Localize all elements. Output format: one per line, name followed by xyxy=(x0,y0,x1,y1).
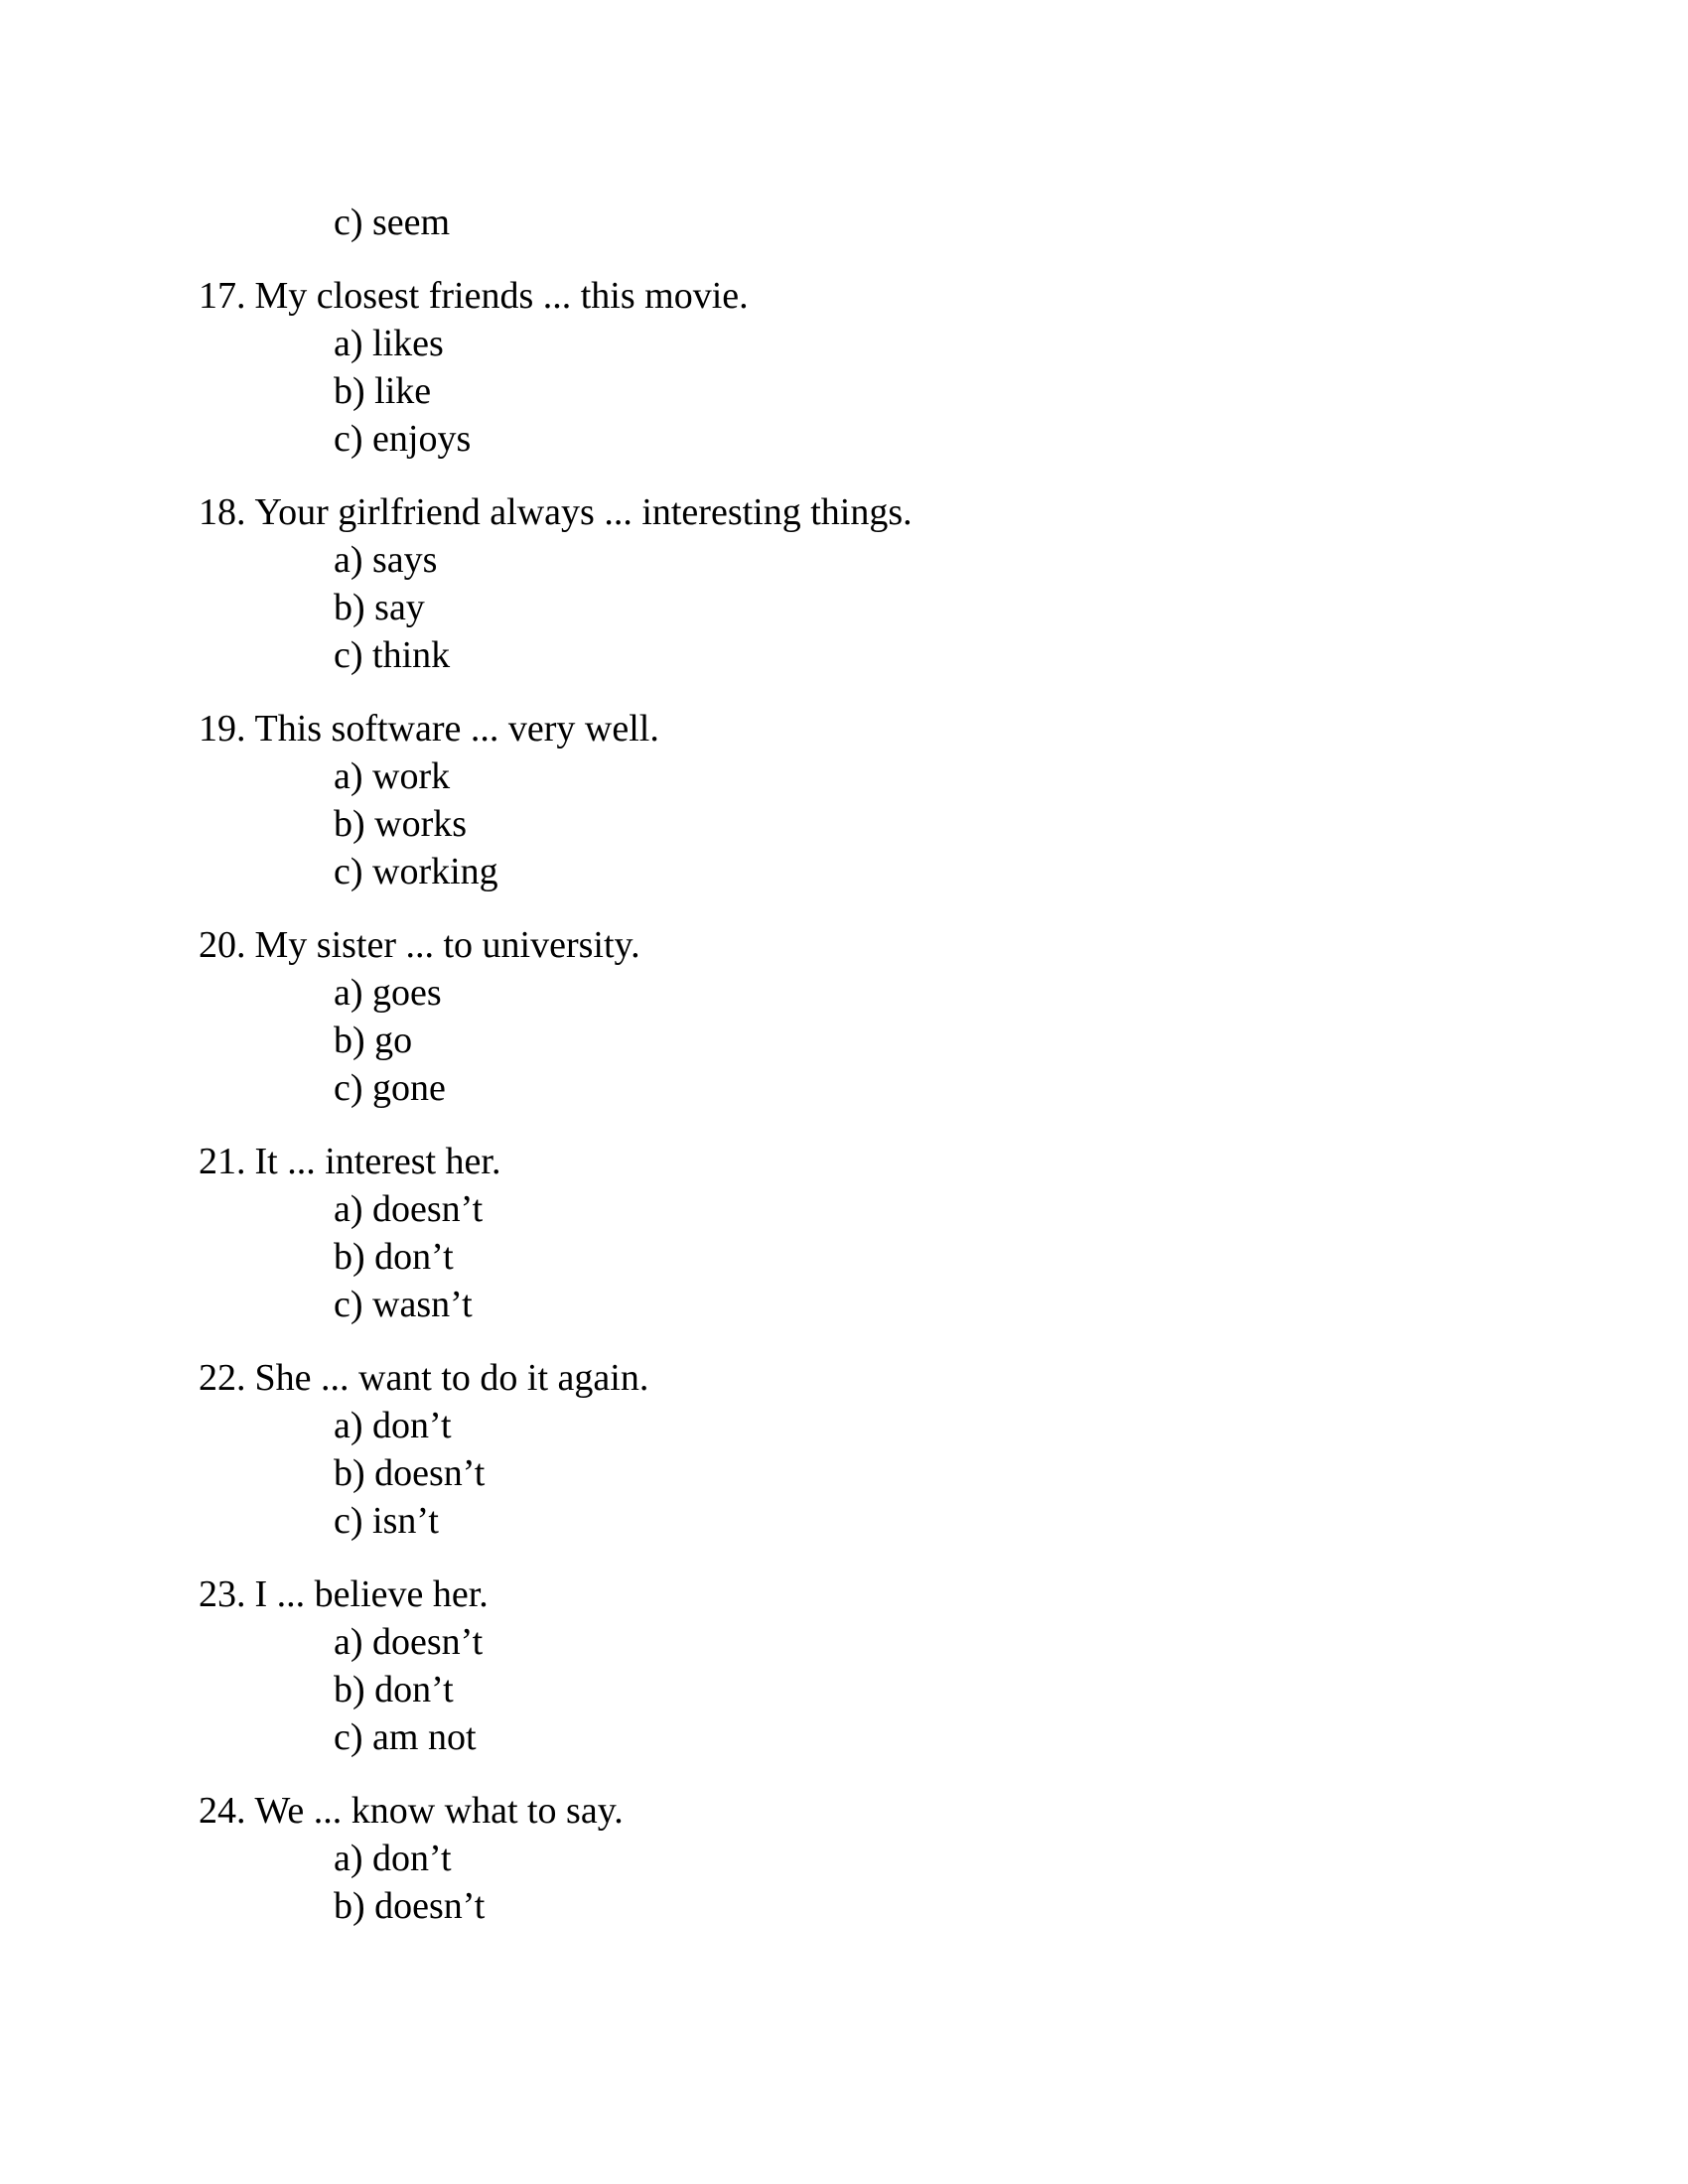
option-a: a) doesn’t xyxy=(334,1188,484,1230)
option-b: b) don’t xyxy=(334,1669,454,1710)
option-a: a) likes xyxy=(334,323,444,364)
option-a: a) goes xyxy=(334,972,442,1014)
question-text: My sister ... to university. xyxy=(254,924,640,966)
question-stem xyxy=(199,1570,1489,1618)
question-text: Your girlfriend always ... interesting things. xyxy=(254,491,913,533)
question-number: 19. xyxy=(199,708,246,750)
question-24 xyxy=(199,1787,1489,1930)
option-b: b) doesn’t xyxy=(334,1452,486,1494)
option-b: b) works xyxy=(334,803,468,845)
option-b: b) say xyxy=(334,587,425,628)
question-18 xyxy=(199,488,1489,679)
option-list xyxy=(199,1618,1489,1761)
question-21 xyxy=(199,1138,1489,1328)
option-list xyxy=(199,1185,1489,1328)
question-number: 24. xyxy=(199,1790,246,1832)
option-c: c) working xyxy=(334,851,498,892)
option-list xyxy=(199,752,1489,895)
option-a: a) don’t xyxy=(334,1405,452,1446)
question-text: It ... interest her. xyxy=(254,1141,501,1182)
option-list xyxy=(199,1835,1489,1930)
option-list xyxy=(199,969,1489,1112)
option-list xyxy=(199,536,1489,679)
question-number: 17. xyxy=(199,275,246,317)
question-20 xyxy=(199,921,1489,1112)
option-a: a) doesn’t xyxy=(334,1621,484,1663)
option-b: b) like xyxy=(334,370,432,412)
question-text: This software ... very well. xyxy=(254,708,659,750)
option-c: c) think xyxy=(334,634,451,676)
question-text: My closest friends ... this movie. xyxy=(254,275,749,317)
option-b: b) go xyxy=(334,1020,413,1061)
question-stem xyxy=(199,1138,1489,1185)
option-c: c) wasn’t xyxy=(334,1284,473,1325)
question-22 xyxy=(199,1354,1489,1545)
option-a: a) don’t xyxy=(334,1838,452,1879)
option-b: b) doesn’t xyxy=(334,1885,486,1927)
question-stem xyxy=(199,1787,1489,1835)
option-a: a) says xyxy=(334,539,438,581)
option-list xyxy=(199,1402,1489,1545)
question-text: I ... believe her. xyxy=(254,1573,489,1615)
option-b: b) don’t xyxy=(334,1236,454,1278)
option-c: c) enjoys xyxy=(334,418,472,460)
quiz-content xyxy=(199,199,1489,1956)
option-c: c) gone xyxy=(334,1067,446,1109)
question-stem xyxy=(199,1354,1489,1402)
question-17 xyxy=(199,272,1489,463)
question-23 xyxy=(199,1570,1489,1761)
question-number: 18. xyxy=(199,491,246,533)
question-number: 20. xyxy=(199,924,246,966)
carry-over-option: c) seem xyxy=(334,202,451,243)
question-stem xyxy=(199,921,1489,969)
question-number: 23. xyxy=(199,1573,246,1615)
question-19 xyxy=(199,705,1489,895)
option-list xyxy=(199,320,1489,463)
question-stem xyxy=(199,272,1489,320)
option-a: a) work xyxy=(334,755,451,797)
question-number: 21. xyxy=(199,1141,246,1182)
question-stem xyxy=(199,488,1489,536)
question-number: 22. xyxy=(199,1357,246,1399)
question-text: She ... want to do it again. xyxy=(254,1357,649,1399)
question-text: We ... know what to say. xyxy=(254,1790,624,1832)
option-c: c) isn’t xyxy=(334,1500,439,1542)
question-stem xyxy=(199,705,1489,752)
option-c: c) am not xyxy=(334,1716,477,1758)
